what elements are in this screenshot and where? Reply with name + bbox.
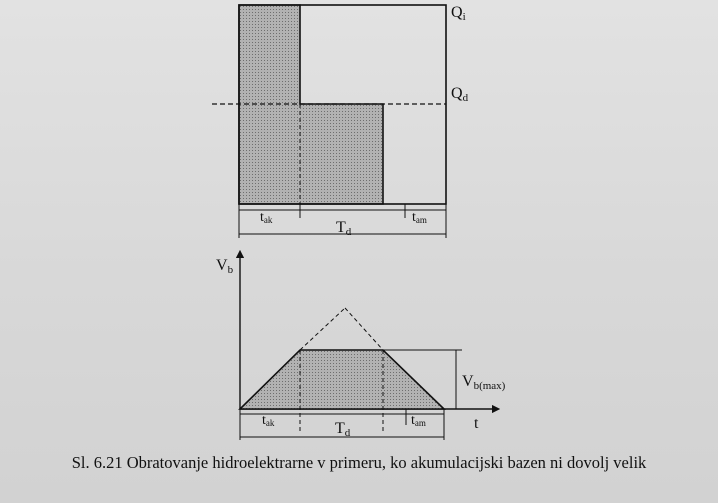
svg-text:Vb [216, 257, 234, 276]
label-td-bottom-sub: d [344, 427, 351, 439]
label-tak-top: t [260, 210, 264, 225]
label-tam-bottom-sub: am [414, 418, 426, 428]
volume-trapezoid [240, 350, 444, 409]
label-td-top: T [336, 219, 346, 236]
dashed-rise-extension [300, 308, 345, 350]
label-qi-sub: i [462, 11, 466, 23]
label-td-bottom: T [335, 420, 345, 437]
label-qd-sub: d [462, 92, 469, 104]
label-tak-bottom: t [262, 413, 266, 428]
label-t-axis: t [474, 415, 479, 432]
svg-text:tam [411, 413, 426, 428]
label-vbmax: V [462, 373, 474, 390]
label-vbmax-sub: b(max) [473, 380, 506, 392]
label-tak-bottom-sub: ak [265, 418, 275, 428]
label-qd: Q [451, 85, 463, 102]
svg-text:Vb(max) [462, 373, 506, 392]
label-tam-top: t [412, 210, 416, 225]
svg-text:Qi [451, 4, 466, 23]
label-tam-bottom: t [411, 413, 415, 428]
svg-text:Td [335, 420, 351, 439]
figure-caption: Sl. 6.21 Obratovanje hidroelektrarne v primeru, ko akumulacijski bazen ni dovolj velik [71, 453, 647, 472]
bottom-diagram [216, 254, 506, 440]
label-vb: V [216, 257, 228, 274]
label-qi: Q [451, 4, 463, 21]
label-vb-sub: b [227, 264, 234, 276]
label-tak-top-sub: ak [263, 215, 273, 225]
svg-text:tam [412, 210, 427, 225]
svg-text:Qd [451, 85, 469, 104]
svg-text:Td [336, 219, 352, 238]
top-diagram [212, 4, 469, 238]
svg-text:tak [260, 210, 273, 225]
label-td-top-sub: d [345, 226, 352, 238]
svg-text:tak [262, 413, 275, 428]
dashed-fall-extension [345, 308, 383, 350]
label-tam-top-sub: am [415, 215, 427, 225]
